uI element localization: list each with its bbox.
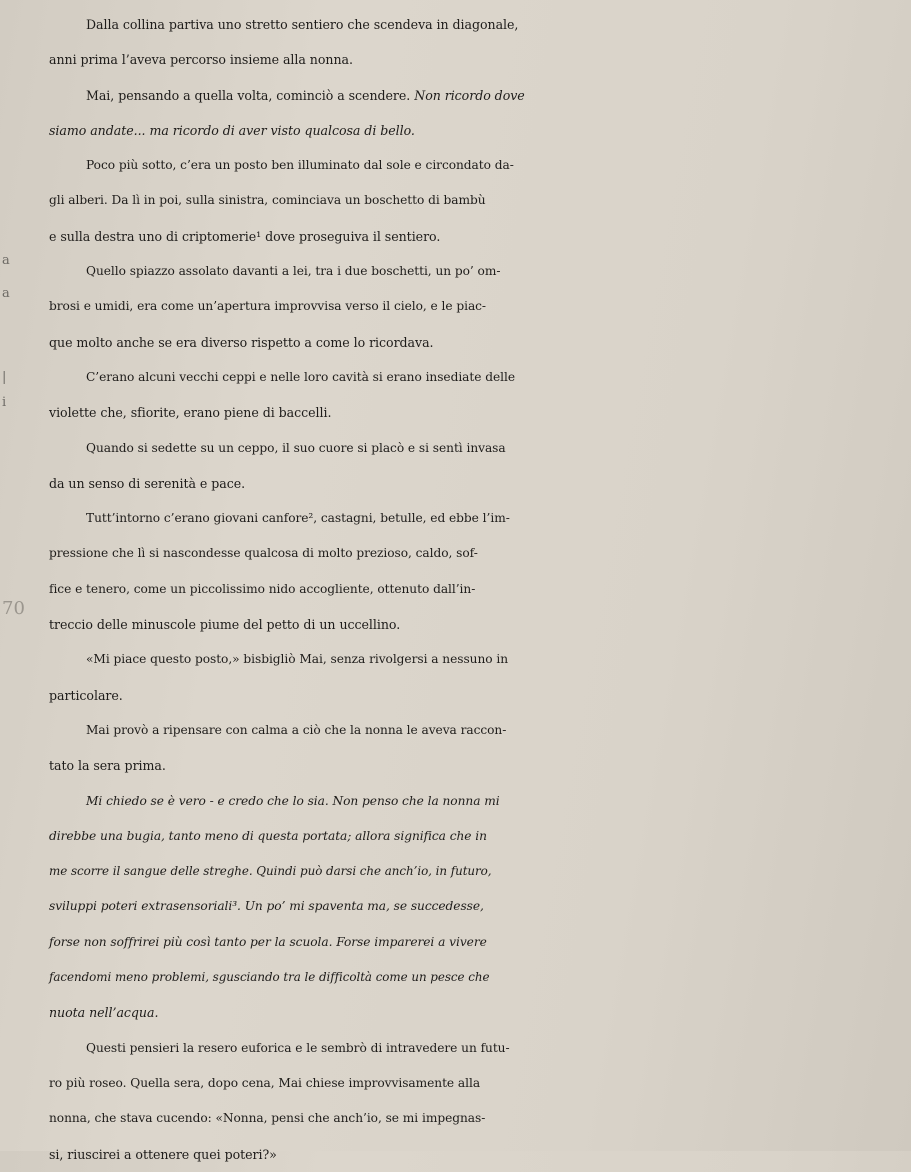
text-line: me scorre il sangue delle streghe. Quindi può darsi che anch’io, in futuro,	[49, 864, 492, 879]
text-line: gli alberi. Da lì in poi, sulla sinistra, cominciava un boschetto di bambù	[49, 193, 486, 208]
text-line: Tutt’intorno c’erano giovani canfore², castagni, betulle, ed ebbe l’im-	[86, 511, 510, 526]
margin-mark: |	[2, 370, 7, 385]
text-line: Quello spiazzo assolato davanti a lei, tra i due boschetti, un po’ om-	[86, 264, 501, 279]
text-line: treccio delle minuscole piume del petto di un uccellino.	[49, 617, 401, 633]
text-line: fice e tenero, come un piccolissimo nido accogliente, ottenuto dall’in-	[49, 581, 476, 596]
text-line: C’erano alcuni vecchi ceppi e nelle loro cavità si erano insediate delle	[86, 369, 516, 384]
text-line: violette che, sfiorite, erano piene di baccelli.	[49, 405, 332, 421]
margin-mark: 70	[2, 598, 25, 619]
text-line: forse non soffrirei più così tanto per la scuola. Forse imparerei a vivere	[49, 934, 487, 949]
text-line: Mi chiedo se è vero - e credo che lo sia. Non penso che la nonna mi	[86, 793, 500, 808]
text-line: Quando si sedette su un ceppo, il suo cuore si placò e si sentì invasa	[86, 440, 506, 455]
text-line: brosi e umidi, era come un’apertura improvvisa verso il cielo, e le piac-	[49, 299, 486, 314]
text-line: particolare.	[49, 687, 123, 703]
margin-mark: a	[2, 253, 10, 268]
text-line: que molto anche se era diverso rispetto a come lo ricordava.	[49, 334, 434, 350]
text-line: Dalla collina partiva uno stretto sentiero che scendeva in diagonale,	[86, 17, 519, 32]
text-line: pressione che lì si nascondesse qualcosa di molto prezioso, caldo, sof-	[49, 546, 478, 561]
text-line: Mai, pensando a quella volta, cominciò a scendere. Non ricordo dove	[86, 87, 525, 103]
text-line: Questi pensieri la resero euforica e le sembrò di intravedere un futu-	[86, 1040, 510, 1055]
text-line: tato la sera prima.	[49, 758, 166, 774]
text-line: Poco più sotto, c’era un posto ben illuminato dal sole e circondato da-	[86, 158, 514, 173]
text-line: «Mi piace questo posto,» bisbigliò Mai, senza rivolgersi a nessuno in	[86, 652, 509, 667]
text-line: nuota nell’acqua.	[49, 1005, 159, 1021]
body-text	[49, 7, 909, 1172]
text-line: da un senso di serenità e pace.	[49, 475, 246, 491]
text-line: direbbe una bugia, tanto meno di questa portata; allora significa che in	[49, 828, 487, 843]
text-line: si, riuscirei a ottenere quei poteri?»	[49, 1146, 277, 1162]
text-line: anni prima l’aveva percorso insieme alla nonna.	[49, 52, 353, 68]
margin-mark: i	[2, 395, 7, 410]
text-line: e sulla destra uno di criptomerie¹ dove proseguiva il sentiero.	[49, 228, 441, 244]
text-line: siamo andate... ma ricordo di aver visto qualcosa di bello.	[49, 122, 415, 138]
text-line: ro più roseo. Quella sera, dopo cena, Mai chiese improvvisamente alla	[49, 1075, 481, 1090]
text-line: Mai provò a ripensare con calma a ciò che la nonna le aveva raccon-	[86, 722, 507, 737]
margin-mark: a	[2, 286, 10, 301]
text-line: facendomi meno problemi, sgusciando tra le difficoltà come un pesce che	[49, 970, 490, 985]
text-line: sviluppi poteri extrasensoriali³. Un po’ mi spaventa ma, se succedesse,	[49, 899, 484, 914]
text-line: nonna, che stava cucendo: «Nonna, pensi che anch’io, se mi impegnas-	[49, 1111, 486, 1126]
